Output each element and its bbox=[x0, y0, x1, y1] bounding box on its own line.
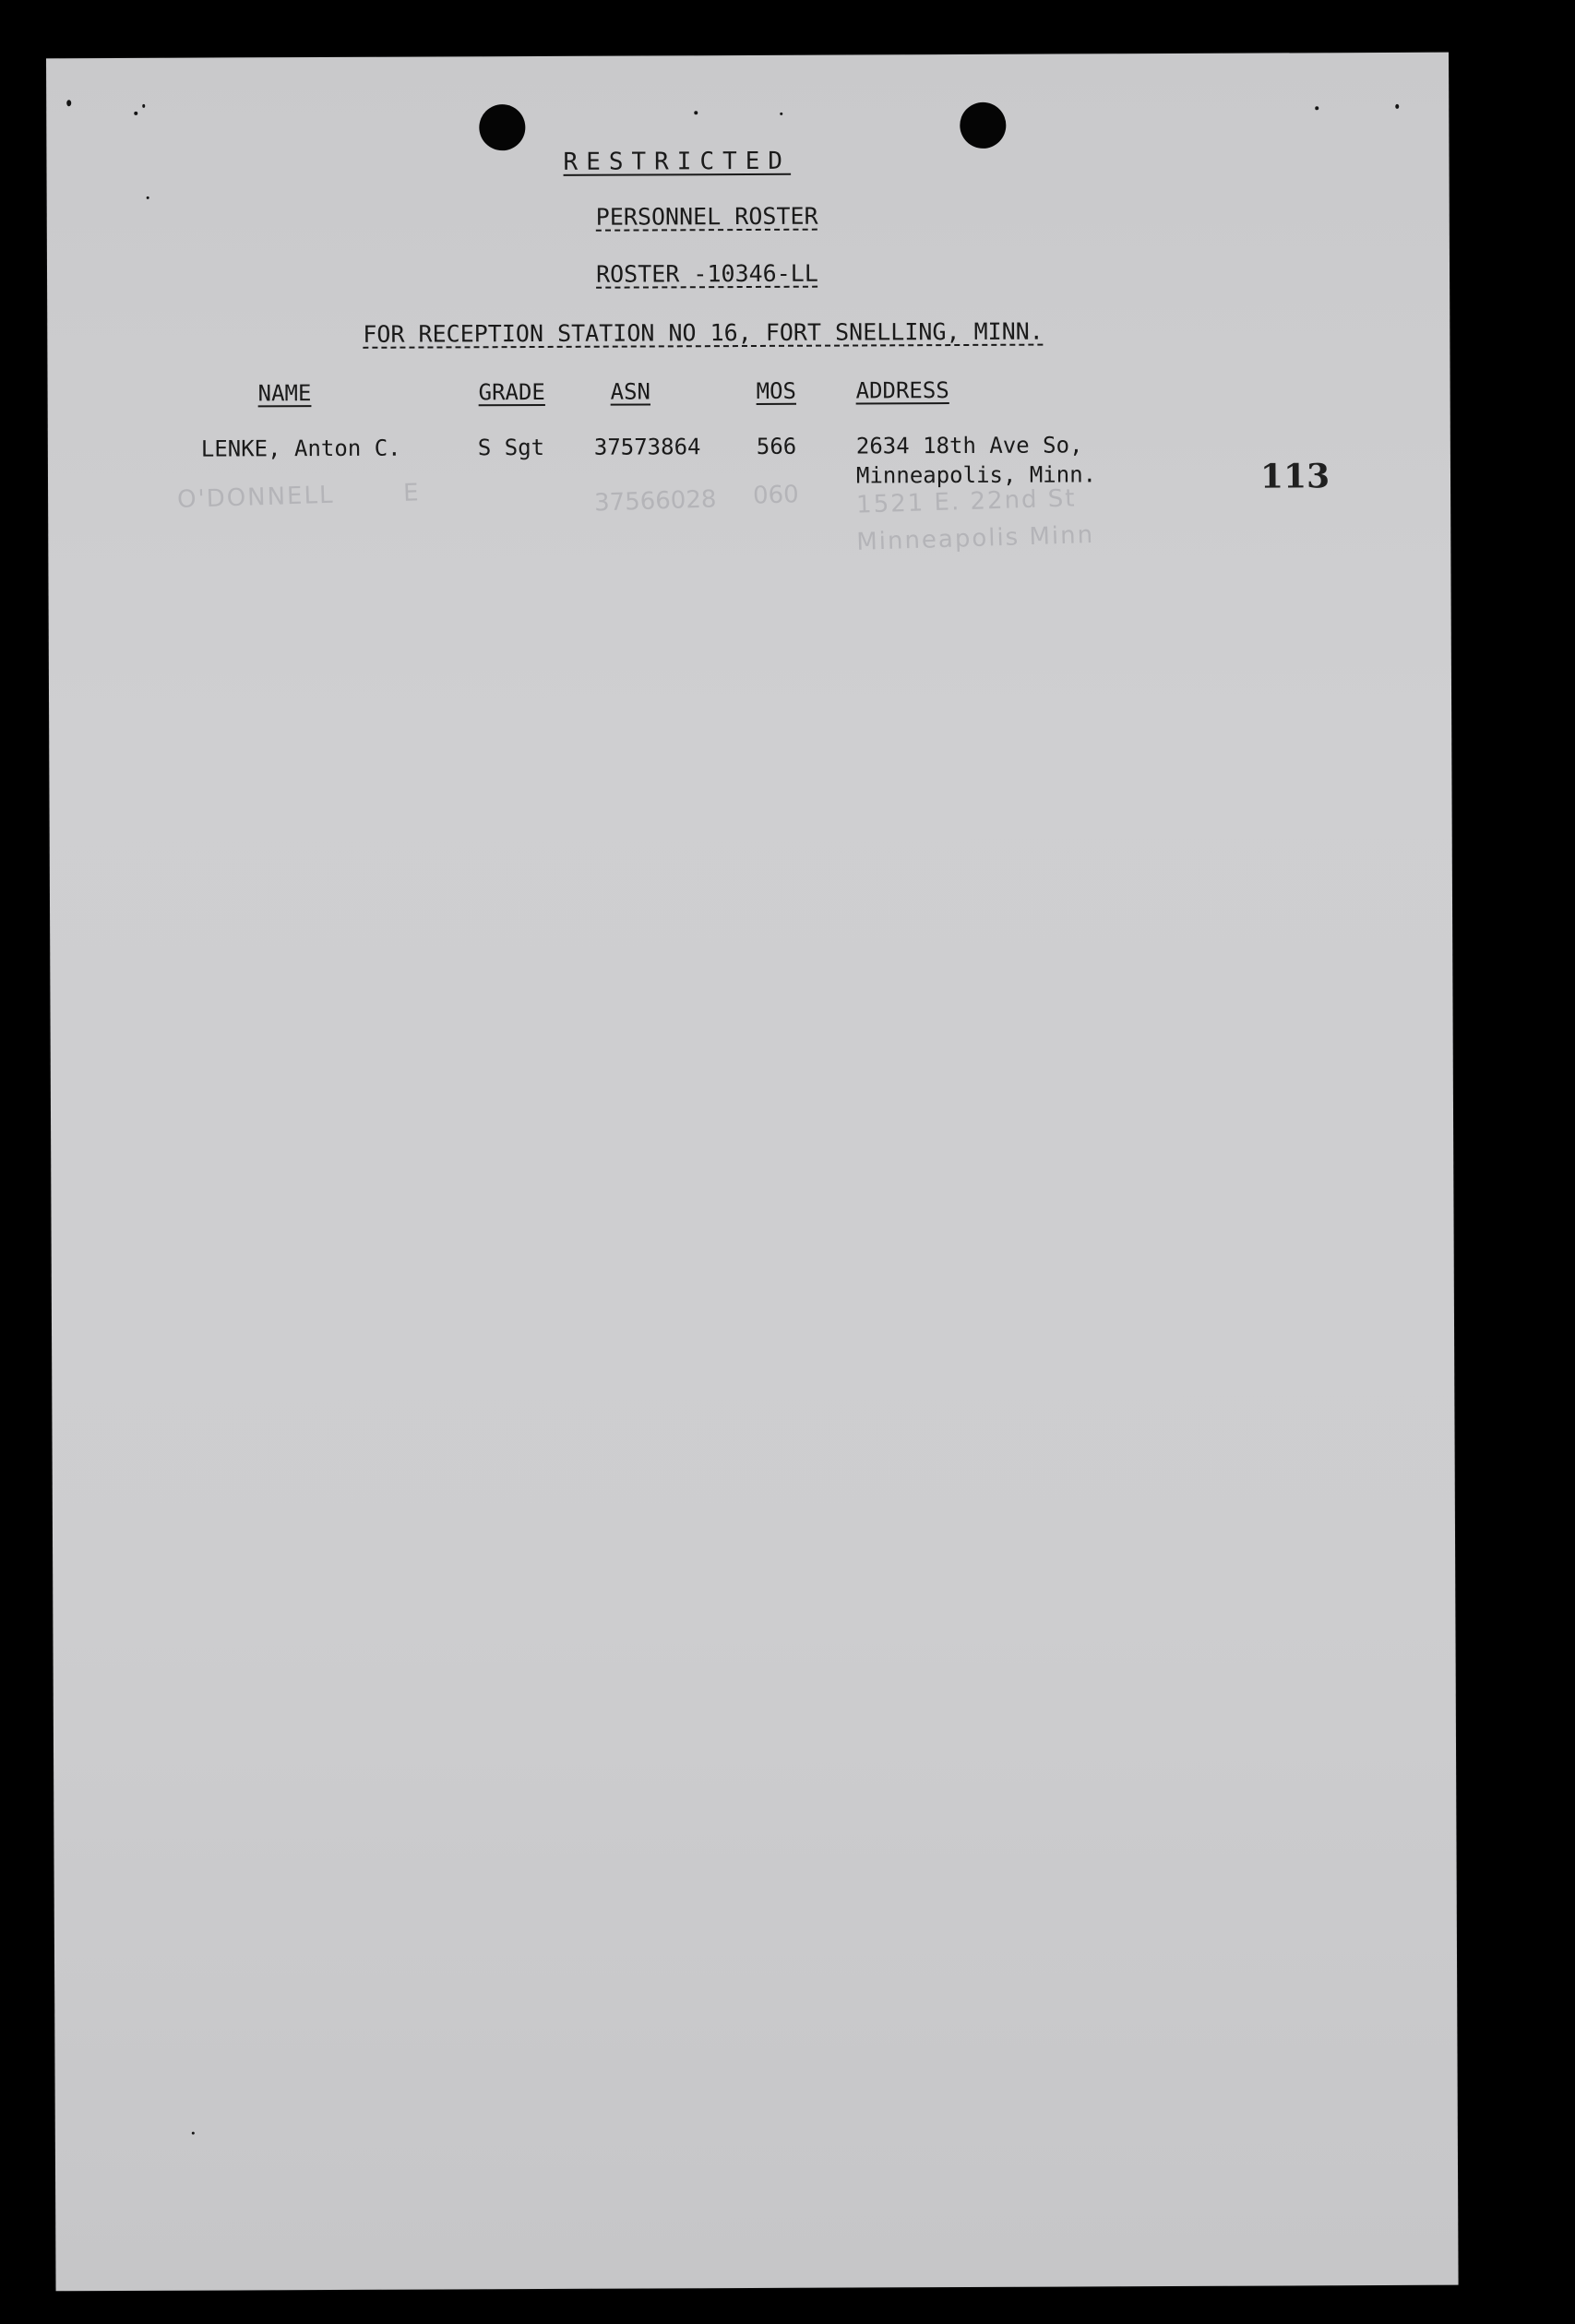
column-header-asn: ASN bbox=[610, 378, 651, 405]
ghost-address-line2-bleedthrough: Minneapolis Minn bbox=[855, 520, 1095, 556]
row-mos-cell: 566 bbox=[756, 433, 797, 459]
document-title: PERSONNEL ROSTER bbox=[595, 202, 818, 231]
row-address-line1: 2634 18th Ave So, bbox=[855, 432, 1083, 459]
page-number-stamp: 113 bbox=[1259, 457, 1330, 496]
punch-hole-left bbox=[479, 104, 525, 150]
column-header-name: NAME bbox=[257, 380, 312, 407]
column-header-mos: MOS bbox=[756, 377, 797, 404]
ghost-name-bleedthrough: O'DONNELL bbox=[176, 481, 335, 514]
ghost-asn-bleedthrough: 37566028 bbox=[593, 485, 717, 518]
dust-speck bbox=[66, 100, 71, 106]
ghost-initial-bleedthrough: E bbox=[402, 479, 419, 507]
row-asn-cell: 37573864 bbox=[593, 434, 701, 460]
station-heading: FOR RECEPTION STATION NO 16, FORT SNELLING, MINN. bbox=[363, 317, 1044, 348]
dust-speck bbox=[780, 113, 782, 115]
punch-hole-right bbox=[960, 102, 1006, 149]
dust-speck bbox=[147, 197, 149, 199]
dust-speck bbox=[694, 111, 698, 114]
dust-speck bbox=[134, 112, 137, 115]
dust-speck bbox=[142, 104, 145, 108]
row-grade-cell: S Sgt bbox=[477, 434, 545, 461]
paper-sheet bbox=[46, 53, 1459, 2292]
ghost-mos-bleedthrough: 060 bbox=[752, 481, 800, 510]
roster-number: ROSTER -10346-LL bbox=[595, 259, 818, 288]
dust-speck bbox=[1315, 106, 1318, 110]
column-header-address: ADDRESS bbox=[855, 377, 949, 404]
dust-speck bbox=[192, 2132, 195, 2135]
dust-speck bbox=[1395, 104, 1399, 109]
column-header-grade: GRADE bbox=[478, 378, 545, 406]
classification-heading: RESTRICTED bbox=[563, 147, 792, 176]
row-address-line2: Minneapolis, Minn. bbox=[855, 461, 1097, 489]
row-name-cell: LENKE, Anton C. bbox=[200, 435, 401, 462]
ghost-address-line1-bleedthrough: 1521 E. 22nd St bbox=[855, 484, 1077, 519]
